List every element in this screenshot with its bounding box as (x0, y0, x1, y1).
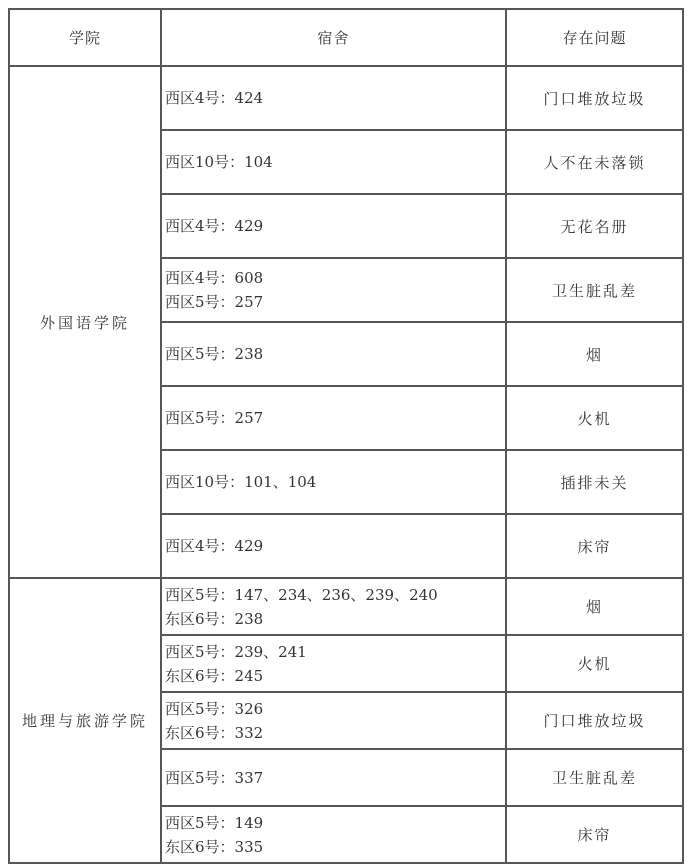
issue-cell: 无花名册 (506, 194, 683, 258)
dorm-cell (161, 635, 506, 692)
dorm-line: 西区4号：429 (165, 217, 264, 235)
header-college: 学院 (9, 9, 161, 66)
dorm-line: 西区5号：326 (165, 699, 264, 718)
issue-cell: 床帘 (506, 806, 683, 863)
dorm-line: 西区5号：239、241 (165, 642, 307, 661)
dorm-cell (161, 130, 506, 194)
dorm-line: 西区5号：238 (165, 345, 264, 363)
header-dorm: 宿舍 (161, 9, 506, 66)
dorm-line: 西区4号：429 (165, 537, 264, 555)
college-cell: 外国语学院 (9, 66, 161, 578)
header-row (9, 9, 683, 66)
dorm-line: 东区6号：245 (165, 666, 264, 685)
dorm-line: 西区5号：149 (165, 813, 264, 832)
dorm-line: 东区6号：332 (165, 723, 264, 742)
issue-cell: 烟 (506, 578, 683, 635)
dorm-cell (161, 66, 506, 130)
issue-cell: 插排未关 (506, 450, 683, 514)
table-header (9, 9, 683, 66)
dorm-line: 东区6号：335 (165, 837, 264, 856)
dorm-line: 西区5号：257 (165, 293, 264, 311)
issue-cell: 火机 (506, 386, 683, 450)
issue-cell: 床帘 (506, 514, 683, 578)
dorm-cell (161, 258, 506, 322)
dorm-inspection-table (8, 8, 684, 864)
dorm-cell (161, 749, 506, 806)
issue-cell: 人不在未落锁 (506, 130, 683, 194)
dorm-cell (161, 322, 506, 386)
dorm-line: 西区10号：101、104 (165, 473, 317, 491)
dorm-line: 西区5号：147、234、236、239、240 (165, 585, 438, 604)
college-cell: 地理与旅游学院 (9, 578, 161, 863)
dorm-cell (161, 514, 506, 578)
issue-cell: 火机 (506, 635, 683, 692)
dorm-line: 西区5号：337 (165, 768, 264, 787)
issue-cell: 烟 (506, 322, 683, 386)
header-issue: 存在问题 (506, 9, 683, 66)
dorm-cell (161, 450, 506, 514)
dorm-cell (161, 578, 506, 635)
table-body (9, 66, 683, 863)
issue-cell: 门口堆放垃圾 (506, 66, 683, 130)
issue-cell: 卫生脏乱差 (506, 749, 683, 806)
dorm-line: 西区5号：257 (165, 409, 264, 427)
issue-cell: 卫生脏乱差 (506, 258, 683, 322)
dorm-cell (161, 692, 506, 749)
dorm-cell (161, 806, 506, 863)
dorm-line: 东区6号：238 (165, 609, 264, 628)
table-row (9, 66, 683, 130)
table-row (9, 578, 683, 635)
issue-cell: 门口堆放垃圾 (506, 692, 683, 749)
dorm-line: 西区10号：104 (165, 153, 273, 171)
dorm-line: 西区4号：424 (165, 89, 264, 107)
dorm-cell (161, 386, 506, 450)
dorm-cell (161, 194, 506, 258)
dorm-line: 西区4号：608 (165, 269, 264, 287)
